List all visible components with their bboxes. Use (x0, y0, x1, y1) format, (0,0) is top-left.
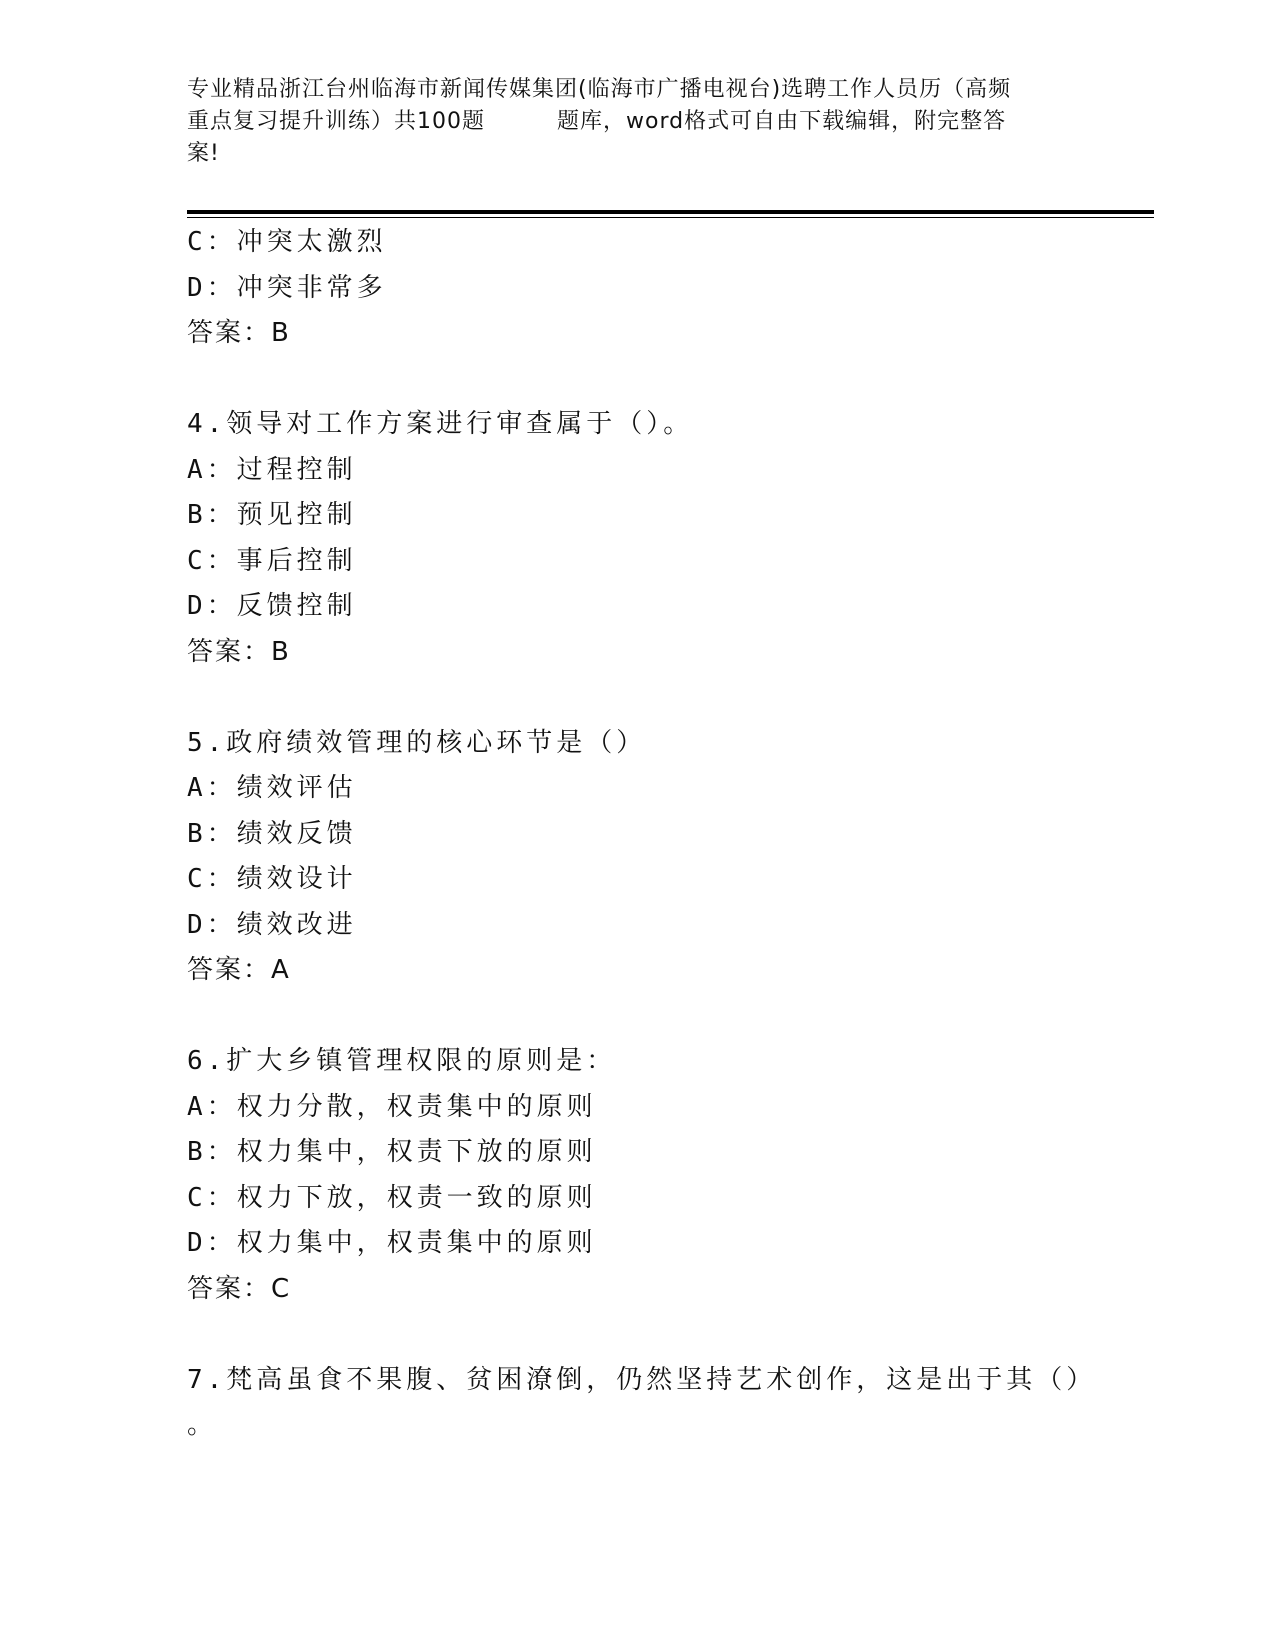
option-c: C：事后控制 (187, 545, 357, 576)
question-list (187, 220, 1154, 1447)
option-c: C：权力下放，权责一致的原则 (187, 1182, 597, 1213)
header-line-1: 专业精品浙江台州临海市新闻传媒集团(临海市广播电视台)选聘工作人员历（高频 (187, 77, 1012, 102)
option-b: B：权力集中，权责下放的原则 (187, 1137, 597, 1167)
answer-label: 答案：B (187, 636, 291, 667)
question-text: 6.扩大乡镇管理权限的原则是： (187, 1046, 617, 1076)
question-4 (187, 402, 1154, 675)
answer-label: 答案：A (187, 955, 291, 985)
answer-label: 答案：C (187, 1273, 292, 1304)
option-d: D：权力集中，权责集中的原则 (187, 1228, 597, 1258)
question-text: 5.政府绩效管理的核心环节是（） (187, 727, 647, 758)
option-d: D：反馈控制 (187, 591, 357, 621)
question-7 (187, 1358, 1154, 1448)
option-a: A：绩效评估 (187, 773, 357, 803)
option-c: C：绩效设计 (187, 864, 357, 894)
option-b: B：预见控制 (187, 500, 357, 530)
option-d: D：冲突非常多 (187, 272, 387, 303)
option-d: D：绩效改进 (187, 909, 357, 940)
header-line-2a: 重点复习提升训练）共100题 (187, 109, 485, 134)
option-a: A：权力分散，权责集中的原则 (187, 1091, 597, 1122)
header-divider-thick (187, 210, 1154, 214)
question-3-tail (187, 220, 1154, 357)
question-text: 4.领导对工作方案进行审查属于（）。 (187, 409, 694, 439)
header-line-2b: 题库，word格式可自由下载编辑，附完整答 (557, 109, 1007, 134)
option-c: C：冲突太激烈 (187, 227, 387, 257)
header-line-3: 案! (187, 141, 220, 166)
document-header (187, 74, 1087, 170)
question-text: 7.梵高虽食不果腹、贫困潦倒，仍然坚持艺术创作，这是出于其（） (187, 1364, 1097, 1395)
header-divider-thin (187, 217, 1154, 218)
option-b: B：绩效反馈 (187, 818, 357, 849)
header-line-2 (187, 106, 1087, 138)
option-a: A：过程控制 (187, 454, 357, 485)
question-6 (187, 1039, 1154, 1312)
answer-label: 答案：B (187, 318, 291, 348)
question-5 (187, 721, 1154, 994)
question-text-tail: 。 (187, 1410, 218, 1440)
